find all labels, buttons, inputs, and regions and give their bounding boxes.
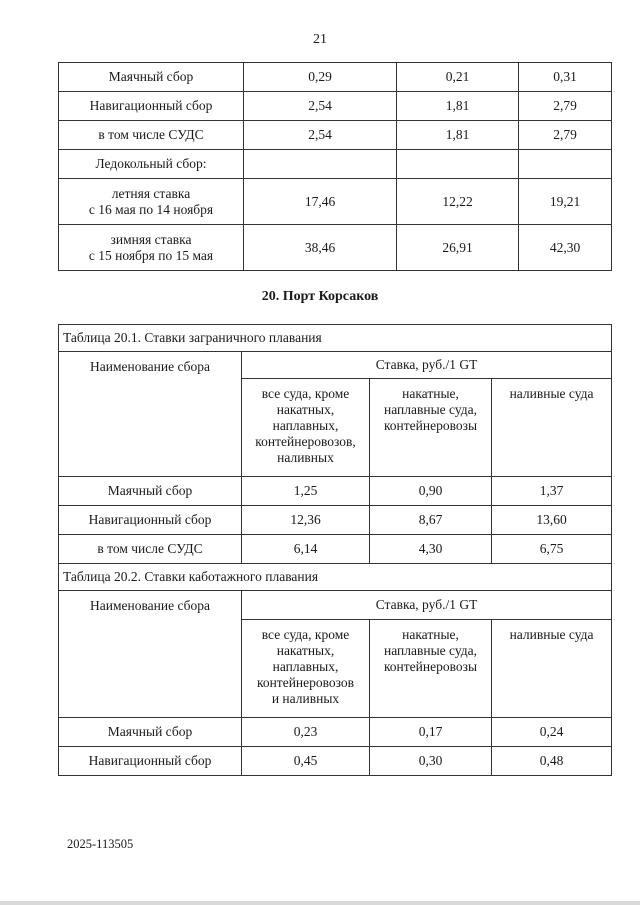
fee-name: Навигационный сбор	[59, 92, 244, 121]
header-line: накатные,	[402, 627, 459, 642]
rate-value: 2,79	[519, 121, 612, 150]
header-line: и наливных	[271, 691, 340, 706]
rate-value: 0,30	[370, 747, 492, 776]
rate-value: 1,25	[242, 477, 370, 506]
rate-value: 0,45	[242, 747, 370, 776]
table-row	[59, 535, 612, 564]
fee-name: Навигационный сбор	[59, 747, 242, 776]
rate-value: 13,60	[492, 506, 612, 535]
header-line: накатных,	[276, 402, 335, 417]
fee-name: Маячный сбор	[59, 477, 242, 506]
rate-value: 2,79	[519, 92, 612, 121]
rate-value: 1,81	[397, 121, 519, 150]
page-number: 21	[313, 32, 327, 47]
scan-edge	[0, 901, 640, 905]
header-vessel-type	[242, 620, 370, 718]
header-vessel-type	[370, 620, 492, 718]
rate-value: 2,54	[244, 92, 397, 121]
rate-value: 0,17	[370, 718, 492, 747]
top-fee-table	[58, 62, 612, 271]
document-code: 2025-113505	[67, 837, 134, 851]
table-row	[59, 179, 612, 225]
header-rate: Ставка, руб./1 GT	[242, 591, 612, 620]
header-line: контейнеровозов	[256, 675, 355, 690]
rate-value	[397, 150, 519, 179]
rate-value: 0,48	[492, 747, 612, 776]
rate-value: 0,23	[242, 718, 370, 747]
rate-value: 26,91	[397, 225, 519, 271]
header-line: наплавных,	[272, 659, 339, 674]
rate-value: 0,90	[370, 477, 492, 506]
table-row	[59, 92, 612, 121]
header-vessel-type	[370, 379, 492, 477]
fee-name-line: с 15 ноября по 15 мая	[88, 247, 214, 263]
rate-value: 6,75	[492, 535, 612, 564]
rate-value: 12,22	[397, 179, 519, 225]
table-row	[59, 225, 612, 271]
fee-name	[59, 225, 244, 271]
header-vessel-type: наливные суда	[492, 379, 612, 477]
header-line: контейнеровозы	[383, 418, 478, 433]
header-line: контейнеровозов,	[255, 434, 356, 449]
fee-name: в том числе СУДС	[59, 121, 244, 150]
table-caption-row	[59, 564, 612, 591]
rate-value: 8,67	[370, 506, 492, 535]
table-caption: Таблица 20.2. Ставки каботажного плавания	[59, 564, 612, 591]
header-vessel-type: наливные суда	[492, 620, 612, 718]
rate-value: 0,24	[492, 718, 612, 747]
korsakov-rates-table	[58, 324, 612, 776]
header-line: все суда, кроме	[261, 386, 350, 401]
table-row	[59, 121, 612, 150]
header-vessel-type	[242, 379, 370, 477]
fee-name-line: зимняя ставка	[110, 231, 192, 247]
table-header-row	[59, 352, 612, 379]
header-line: наплавные суда,	[384, 643, 477, 658]
header-fee-name: Наименование сбора	[59, 352, 242, 477]
header-line: все суда, кроме	[261, 627, 350, 642]
rate-value: 1,81	[397, 92, 519, 121]
rate-value	[519, 150, 612, 179]
header-rate: Ставка, руб./1 GT	[242, 352, 612, 379]
section-title: 20. Порт Корсаков	[261, 289, 379, 304]
rate-value: 12,36	[242, 506, 370, 535]
header-line: наплавных,	[272, 418, 339, 433]
rate-value: 0,31	[519, 63, 612, 92]
rate-value: 4,30	[370, 535, 492, 564]
fee-name: в том числе СУДС	[59, 535, 242, 564]
table-row	[59, 747, 612, 776]
table-caption-row	[59, 325, 612, 352]
fee-name: Ледокольный сбор:	[59, 150, 244, 179]
table-row	[59, 150, 612, 179]
header-line: накатных,	[276, 643, 335, 658]
rate-value: 2,54	[244, 121, 397, 150]
header-fee-name: Наименование сбора	[59, 591, 242, 718]
rate-value: 19,21	[519, 179, 612, 225]
rate-value: 38,46	[244, 225, 397, 271]
fee-name-line: летняя ставка	[111, 185, 191, 201]
header-line: контейнеровозы	[383, 659, 478, 674]
fee-name: Маячный сбор	[59, 718, 242, 747]
fee-name: Навигационный сбор	[59, 506, 242, 535]
rate-value: 42,30	[519, 225, 612, 271]
table-row	[59, 63, 612, 92]
table-header-row	[59, 591, 612, 620]
header-line: наплавные суда,	[384, 402, 477, 417]
fee-name-line: с 16 мая по 14 ноября	[88, 201, 214, 217]
rate-value: 17,46	[244, 179, 397, 225]
table-caption: Таблица 20.1. Ставки заграничного плавания	[59, 325, 612, 352]
rate-value: 1,37	[492, 477, 612, 506]
table-row	[59, 506, 612, 535]
fee-name: Маячный сбор	[59, 63, 244, 92]
rate-value: 0,21	[397, 63, 519, 92]
rate-value: 0,29	[244, 63, 397, 92]
table-row	[59, 477, 612, 506]
fee-name	[59, 179, 244, 225]
rate-value	[244, 150, 397, 179]
rate-value: 6,14	[242, 535, 370, 564]
header-line: накатные,	[402, 386, 459, 401]
table-row	[59, 718, 612, 747]
header-line: наливных	[277, 450, 334, 465]
